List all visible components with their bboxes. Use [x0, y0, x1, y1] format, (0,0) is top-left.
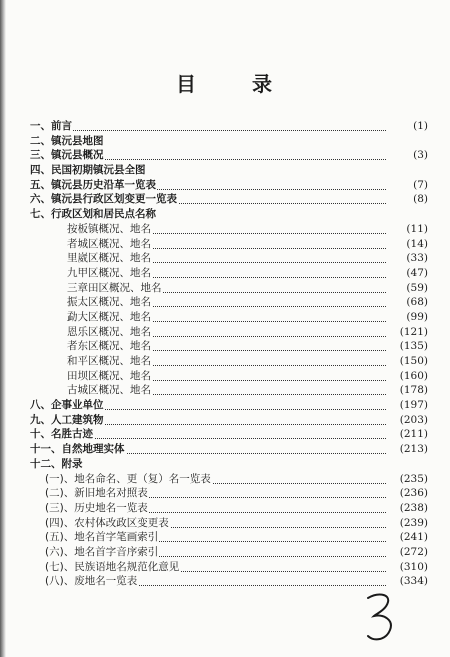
toc-entry	[0, 354, 450, 369]
close-paren: )	[423, 266, 428, 279]
close-paren: )	[423, 310, 428, 323]
toc-page-number	[386, 148, 428, 163]
page-number-value: 47	[410, 266, 424, 279]
page-number-value: 160	[403, 369, 424, 382]
toc-entry-label: 七、行政区划和居民点名称	[30, 208, 156, 221]
toc-page-number	[386, 310, 428, 325]
toc-page-number	[386, 560, 428, 575]
toc-entry-label: 八、企事业单位	[30, 399, 104, 412]
page-number-value: 238	[403, 501, 424, 514]
toc-entry-label: 二、镇沅县地图	[30, 134, 104, 147]
toc-page-number	[386, 574, 428, 589]
open-paren: (	[399, 325, 404, 338]
toc-entry	[0, 266, 450, 281]
page-number-value: 14	[410, 237, 424, 250]
toc-entry	[0, 413, 450, 428]
open-paren: (	[399, 575, 404, 588]
open-paren: (	[413, 120, 418, 132]
page-number-value: 33	[410, 252, 424, 265]
close-paren: )	[423, 384, 428, 397]
toc-page-number	[386, 178, 428, 193]
toc-page-number	[386, 501, 428, 516]
page-number-value: 7	[417, 178, 424, 191]
toc-entry	[0, 501, 450, 516]
toc-entry	[0, 325, 450, 340]
toc-entry	[0, 516, 450, 531]
close-paren: )	[423, 413, 428, 426]
open-paren: (	[399, 560, 404, 573]
open-paren: (	[399, 384, 404, 397]
toc-entry-label: 里崴区概况、地名	[67, 252, 151, 265]
toc-entry	[0, 560, 450, 575]
toc-entry	[0, 310, 450, 325]
page-number-value: 272	[403, 545, 424, 558]
close-paren: )	[423, 428, 428, 441]
toc-entry-label: 恩乐区概况、地名	[67, 325, 151, 338]
toc-entry	[0, 222, 450, 237]
handwritten-page-number	[360, 590, 400, 646]
toc-entry-label: 九甲区概况、地名	[67, 266, 151, 279]
page-number-value: 310	[403, 560, 424, 573]
open-paren: (	[406, 296, 411, 309]
toc-entry-label: 勐大区概况、地名	[67, 310, 151, 323]
toc-entry	[0, 339, 450, 354]
toc-entry-label: 十、名胜古迹	[30, 428, 93, 441]
toc-entry	[0, 207, 450, 222]
toc-entry	[0, 281, 450, 296]
close-paren: )	[423, 531, 428, 544]
toc-entry	[0, 369, 450, 384]
close-paren: )	[423, 120, 428, 132]
open-paren: (	[413, 149, 418, 162]
toc-entry	[0, 251, 450, 266]
title-char-2: 录	[252, 72, 274, 96]
close-paren: )	[423, 487, 428, 500]
close-paren: )	[423, 575, 428, 588]
close-paren: )	[423, 355, 428, 367]
close-paren: )	[423, 222, 428, 235]
page-number-value: 59	[410, 281, 424, 294]
close-paren: )	[423, 237, 428, 250]
open-paren: (	[399, 501, 404, 514]
page-number-value: 211	[403, 428, 424, 441]
toc-page-number	[386, 369, 428, 384]
toc-entry	[0, 545, 450, 560]
toc-entry-label: (三)、历史地名一览表	[45, 501, 148, 514]
toc-page-number	[386, 442, 428, 457]
toc-entry	[0, 148, 450, 163]
close-paren: )	[423, 516, 428, 529]
title-char-1: 目	[176, 72, 198, 96]
open-paren: (	[399, 428, 404, 441]
close-paren: )	[423, 340, 428, 353]
open-paren: (	[399, 443, 404, 456]
close-paren: )	[423, 369, 428, 382]
toc-entry-label: 按板镇概况、地名	[67, 222, 151, 235]
open-paren: (	[399, 369, 404, 382]
page-number-value: 99	[410, 310, 424, 323]
close-paren: )	[423, 399, 428, 412]
toc-page-number	[386, 222, 428, 237]
toc-entry-label: 三、镇沅县概况	[30, 149, 104, 162]
toc-entry-label: 九、人工建筑物	[30, 413, 104, 426]
open-paren: (	[399, 487, 404, 500]
close-paren: )	[423, 281, 428, 294]
toc-entry	[0, 574, 450, 589]
toc-page-number	[386, 516, 428, 531]
toc-page-number	[386, 266, 428, 281]
toc-entry-label: (六)、地名首字音序索引	[45, 545, 159, 558]
open-paren: (	[413, 178, 418, 191]
toc-page-number	[386, 237, 428, 252]
toc-entry-label: 者城区概况、地名	[67, 237, 151, 250]
toc-entry-label: 五、镇沅县历史沿革一览表	[30, 178, 156, 191]
page-number-value: 239	[403, 516, 424, 529]
toc-page-number	[386, 295, 428, 310]
toc-entry-label: 振太区概况、地名	[67, 296, 151, 309]
page-number-value: 197	[403, 399, 424, 412]
open-paren: (	[406, 252, 411, 265]
close-paren: )	[423, 501, 428, 514]
open-paren: (	[399, 413, 404, 426]
open-paren: (	[399, 516, 404, 529]
toc-entry-label: 六、镇沅县行政区划变更一览表	[30, 193, 177, 206]
toc-entry	[0, 295, 450, 310]
toc-entry	[0, 163, 450, 178]
toc-page-number	[386, 383, 428, 398]
toc-page-number	[386, 325, 428, 340]
toc-page-number	[386, 472, 428, 487]
page-number-value: 334	[403, 575, 424, 588]
toc-page-number	[386, 354, 428, 369]
page-number-value: 241	[403, 531, 424, 544]
toc-page-number	[386, 251, 428, 266]
toc-page-number	[386, 281, 428, 296]
open-paren: (	[406, 222, 411, 235]
toc-entry-label: 和平区概况、地名	[67, 355, 151, 367]
close-paren: )	[423, 149, 428, 162]
toc-page-number	[386, 530, 428, 545]
toc-entry-label: (二)、新旧地名对照表	[45, 487, 148, 500]
open-paren: (	[413, 193, 418, 206]
toc-entry-label: 三章田区概况、地名	[67, 281, 162, 294]
toc-page-number	[386, 192, 428, 207]
close-paren: )	[423, 560, 428, 573]
page-number-value: 235	[403, 472, 424, 485]
close-paren: )	[423, 472, 428, 485]
table-of-contents	[0, 119, 450, 589]
page-number-value: 68	[410, 296, 424, 309]
toc-entry-label: 四、民国初期镇沅县全图	[30, 164, 146, 177]
open-paren: (	[399, 545, 404, 558]
toc-entry-label: 者东区概况、地名	[67, 340, 151, 353]
page-number-value: 121	[403, 325, 424, 338]
toc-entry	[0, 486, 450, 501]
open-paren: (	[406, 281, 411, 294]
toc-page-number	[386, 486, 428, 501]
toc-entry	[0, 530, 450, 545]
toc-entry-label: 一、前言	[30, 120, 72, 132]
close-paren: )	[423, 252, 428, 265]
page-number-value: 178	[403, 384, 424, 397]
toc-page-number	[386, 427, 428, 442]
page-number-value: 213	[403, 443, 424, 456]
toc-entry-label: 田坝区概况、地名	[67, 369, 151, 382]
toc-entry	[0, 398, 450, 413]
toc-entry-label: (五)、地名首字笔画索引	[45, 531, 159, 544]
toc-page-number	[386, 119, 428, 134]
open-paren: (	[406, 237, 411, 250]
open-paren: (	[406, 266, 411, 279]
page-number-value: 3	[417, 149, 424, 162]
page-number-value: 8	[417, 193, 424, 206]
toc-entry	[0, 237, 450, 252]
close-paren: )	[423, 193, 428, 206]
toc-leader-dots	[30, 128, 390, 131]
toc-entry-label: (八)、废地名一览表	[45, 575, 138, 588]
toc-entry-label: 十二、附录	[30, 457, 83, 470]
page-number-value: 150	[403, 355, 424, 367]
open-paren: (	[399, 399, 404, 412]
page-number-value: 11	[410, 222, 424, 235]
toc-entry-label: (一)、地名命名、更（复）名一览表	[45, 472, 211, 485]
toc-entry	[0, 192, 450, 207]
toc-entry	[0, 119, 450, 134]
toc-entry	[0, 427, 450, 442]
toc-page-number	[386, 545, 428, 560]
toc-entry-label: (四)、农村体改政区变更表	[45, 516, 169, 529]
close-paren: )	[423, 443, 428, 456]
close-paren: )	[423, 545, 428, 558]
toc-entry-label: 古城区概况、地名	[67, 384, 151, 397]
page-number-value: 135	[403, 340, 424, 353]
page-number-value: 236	[403, 487, 424, 500]
toc-entry	[0, 134, 450, 149]
toc-entry	[0, 472, 450, 487]
toc-page-number	[386, 339, 428, 354]
toc-entry	[0, 442, 450, 457]
open-paren: (	[406, 310, 411, 323]
toc-entry	[0, 383, 450, 398]
open-paren: (	[399, 340, 404, 353]
toc-entry-label: 十一、自然地理实体	[30, 443, 125, 456]
open-paren: (	[399, 531, 404, 544]
page-number-value: 203	[403, 413, 424, 426]
toc-page-number	[386, 413, 428, 428]
close-paren: )	[423, 296, 428, 309]
close-paren: )	[423, 178, 428, 191]
toc-entry-label: (七)、民族语地名规范化意见	[45, 560, 180, 573]
close-paren: )	[423, 325, 428, 338]
open-paren: (	[399, 355, 404, 367]
open-paren: (	[399, 472, 404, 485]
page-title	[0, 68, 450, 97]
page-number-value: 1	[417, 120, 424, 132]
toc-entry	[0, 178, 450, 193]
toc-entry	[0, 457, 450, 472]
toc-page-number	[386, 398, 428, 413]
